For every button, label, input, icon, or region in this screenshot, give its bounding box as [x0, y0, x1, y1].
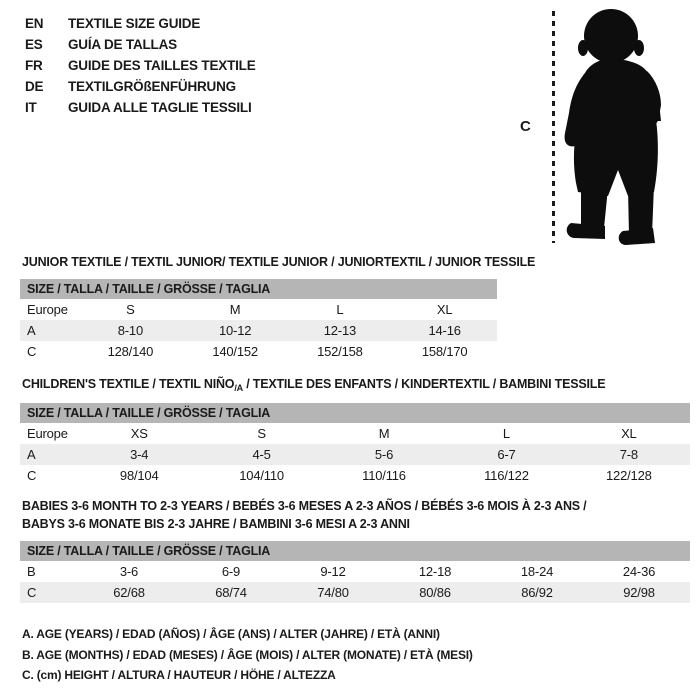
age-cell: 6-9	[221, 564, 241, 579]
lang-code: DE	[25, 79, 44, 94]
age-cell: 3-6	[119, 564, 139, 579]
row-label: C	[27, 344, 37, 359]
size-cell: L	[336, 302, 344, 317]
lang-row-it	[25, 97, 256, 118]
age-cell: 18-24	[520, 564, 554, 579]
height-cell: 140/152	[212, 344, 258, 359]
age-cell: 24-36	[622, 564, 656, 579]
junior-size-table	[20, 279, 497, 362]
table-row-europe	[20, 299, 497, 320]
age-cell: 9-12	[320, 564, 346, 579]
height-cell: 110/116	[362, 468, 406, 483]
lang-code: FR	[25, 58, 43, 73]
table-row-height-cm	[20, 465, 690, 486]
lang-code: ES	[25, 37, 43, 52]
size-header-band: SIZE / TALLA / TAILLE / GRÖSSE / TAGLIA	[20, 403, 690, 423]
measurement-legend	[22, 624, 473, 686]
size-header-band: SIZE / TALLA / TAILLE / GRÖSSE / TAGLIA	[20, 279, 497, 299]
table-row-height-cm	[20, 341, 497, 362]
lang-title: TEXTILGRÖßENFÜHRUNG	[68, 79, 236, 94]
height-cell: 152/158	[317, 344, 363, 359]
size-header-band: SIZE / TALLA / TAILLE / GRÖSSE / TAGLIA	[20, 541, 690, 561]
table-row-height-cm	[20, 582, 690, 603]
size-cell: S	[257, 426, 266, 441]
height-measure-label: C	[520, 118, 531, 135]
lang-title: GUÍA DE TALLAS	[68, 37, 177, 52]
lang-code: IT	[25, 100, 37, 115]
age-cell: 7-8	[619, 447, 638, 462]
age-cell: 12-13	[323, 323, 356, 338]
row-label: C	[27, 585, 37, 600]
height-cell: 86/92	[521, 585, 553, 600]
children-title-subscript: /A	[234, 383, 243, 393]
table-row-age-months	[20, 561, 690, 582]
children-title-post: / TEXTILE DES ENFANTS / KINDERTEXTIL / BAMBINI TESSILE	[242, 377, 606, 391]
height-cell: 62/68	[113, 585, 145, 600]
lang-row-fr	[25, 55, 256, 76]
age-cell: 10-12	[219, 323, 252, 338]
height-cell: 104/110	[239, 468, 284, 483]
height-cell: 128/140	[107, 344, 154, 359]
height-cell: 98/104	[119, 468, 159, 483]
size-cell: S	[126, 302, 135, 317]
row-label: A	[27, 447, 36, 462]
size-cell: L	[502, 426, 510, 441]
age-cell: 14-16	[428, 323, 461, 338]
table-row-age-years	[20, 320, 497, 341]
age-cell: 6-7	[497, 447, 516, 462]
row-label: B	[27, 564, 36, 579]
height-cell: 158/170	[421, 344, 468, 359]
height-cell: 92/98	[623, 585, 655, 600]
age-cell: 12-18	[418, 564, 452, 579]
age-cell: 5-6	[374, 447, 394, 462]
row-label: C	[27, 468, 37, 483]
legend-line-b: B. AGE (MONTHS) / EDAD (MESES) / ÂGE (MOIS) / ALTER (MONATE) / ETÀ (MESI)	[22, 647, 473, 662]
children-textile-title	[22, 376, 605, 398]
row-label: A	[27, 323, 36, 338]
height-dashed-line	[552, 11, 555, 243]
language-title-list	[25, 13, 256, 118]
height-cell: 122/128	[606, 468, 652, 483]
lang-row-en	[25, 13, 256, 34]
babies-textile-title	[22, 498, 586, 533]
table-row-age-years	[20, 444, 690, 465]
legend-line-c: C. (cm) HEIGHT / ALTURA / HAUTEUR / HÖHE / ALTEZZA	[22, 668, 336, 682]
size-cell: M	[229, 302, 241, 317]
height-cell: 74/80	[317, 585, 349, 600]
lang-row-es	[25, 34, 256, 55]
babies-title-line1: BABIES 3-6 MONTH TO 2-3 YEARS / BEBÉS 3-6 MESES A 2-3 AÑOS / BÉBÉS 3-6 MOIS À 2-3 ANS /	[22, 499, 587, 513]
lang-title: GUIDA ALLE TAGLIE TESSILI	[68, 100, 252, 115]
row-label: Europe	[27, 426, 68, 441]
babies-title-line2: BABYS 3-6 MONATE BIS 2-3 JAHRE / BAMBINI 3-6 MESI A 2-3 ANNI	[22, 516, 410, 531]
lang-title: GUIDE DES TAILLES TEXTILE	[68, 58, 256, 73]
junior-textile-title: JUNIOR TEXTILE / TEXTIL JUNIOR/ TEXTILE JUNIOR / JUNIORTEXTIL / JUNIOR TESSILE	[22, 255, 536, 269]
height-cell: 116/122	[484, 468, 529, 483]
toddler-silhouette-icon	[563, 7, 691, 249]
age-cell: 3-4	[130, 447, 149, 462]
row-label: Europe	[27, 302, 68, 317]
size-cell: M	[378, 426, 390, 441]
age-cell: 4-5	[252, 447, 271, 462]
age-cell: 8-10	[117, 323, 143, 338]
height-cell: 80/86	[419, 585, 451, 600]
height-cell: 68/74	[215, 585, 247, 600]
lang-row-de	[25, 76, 256, 97]
size-cell: XL	[621, 426, 637, 441]
children-title-pre: CHILDREN'S TEXTILE / TEXTIL NIÑO	[22, 377, 235, 391]
table-row-europe	[20, 423, 690, 444]
lang-title: TEXTILE SIZE GUIDE	[68, 16, 201, 31]
legend-line-a: A. AGE (YEARS) / EDAD (AÑOS) / ÂGE (ANS) / ALTER (JAHRE) / ETÀ (ANNI)	[22, 627, 440, 641]
children-size-table	[20, 403, 690, 486]
lang-code: EN	[25, 16, 44, 31]
babies-size-table	[20, 541, 690, 603]
size-cell: XS	[130, 426, 148, 441]
size-cell: XL	[436, 302, 453, 317]
